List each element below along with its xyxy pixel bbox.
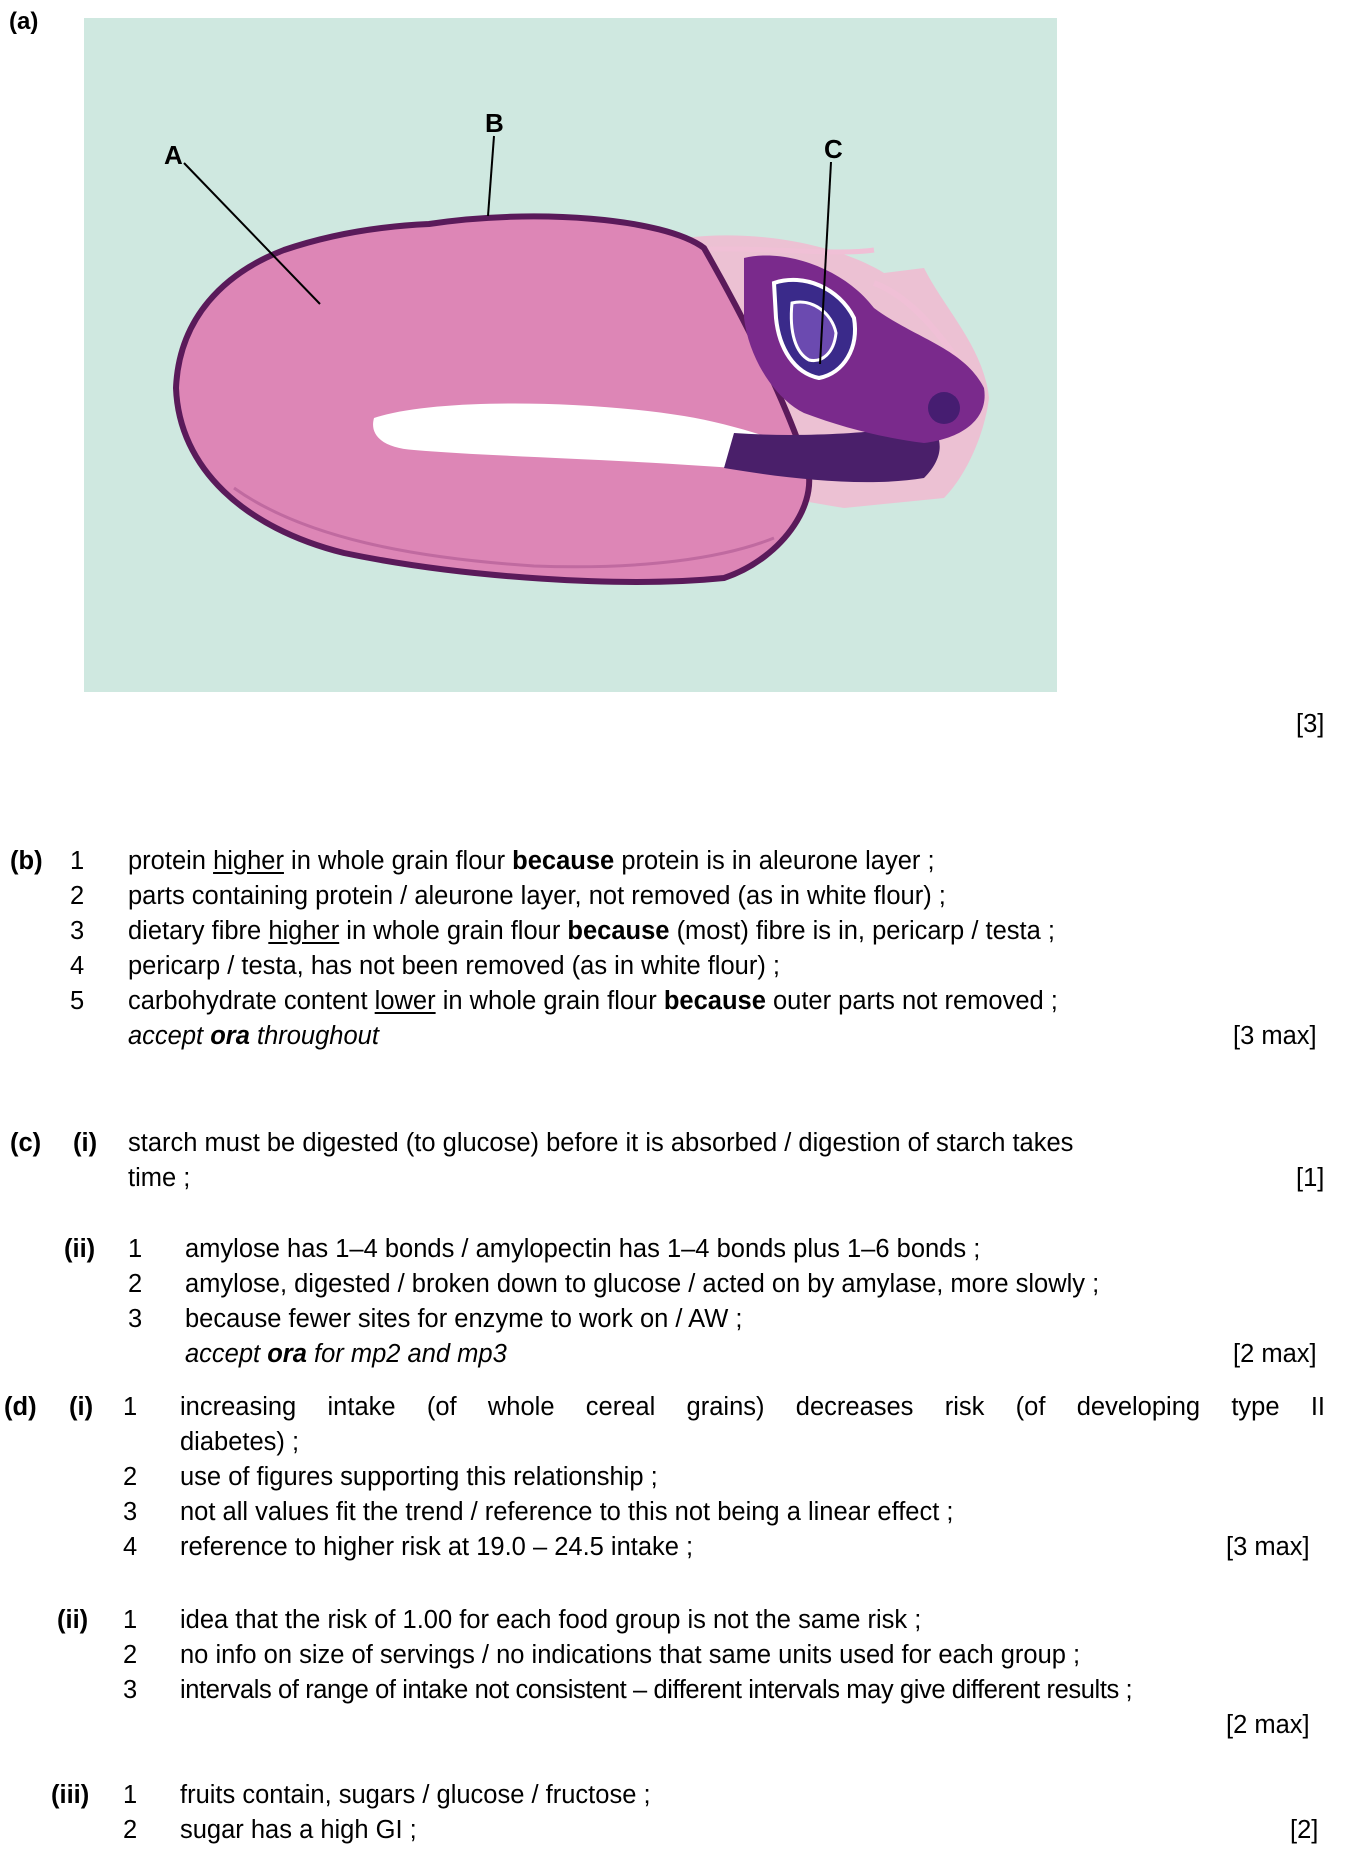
part-c-i-label: (i) <box>73 1129 98 1157</box>
mark-point-number: 4 <box>123 1533 138 1561</box>
endosperm <box>176 216 809 581</box>
mark-point-text: amylose has 1–4 bonds / amylopectin has 1–4 bonds plus 1–6 bonds ; <box>185 1235 981 1263</box>
part-a-label: (a) <box>9 8 39 35</box>
mark-point-number: 3 <box>128 1305 143 1333</box>
mark-point-text: fruits contain, sugars / glucose / fructose ; <box>180 1781 651 1809</box>
mark-point-number: 1 <box>123 1781 138 1809</box>
mark-point-text: intervals of range of intake not consistent – different intervals may give different results ; <box>180 1676 1133 1704</box>
mark-point-number: 3 <box>123 1498 138 1526</box>
part-a-marks: [3] <box>1296 710 1325 738</box>
examiner-note: accept ora for mp2 and mp3 <box>185 1340 507 1368</box>
part-d-iii-marks: [2] <box>1290 1816 1319 1844</box>
mark-point-text: protein higher in whole grain flour because protein is in aleurone layer ; <box>128 847 935 875</box>
mark-point-text: reference to higher risk at 19.0 – 24.5 intake ; <box>180 1533 694 1561</box>
part-d-label: (d) <box>4 1393 37 1421</box>
mark-point-text: diabetes) ; <box>180 1428 300 1456</box>
mark-point-number: 3 <box>70 917 85 945</box>
mark-point-text: sugar has a high GI ; <box>180 1816 417 1844</box>
mark-point-number: 1 <box>123 1606 138 1634</box>
mark-point-text: idea that the risk of 1.00 for each food group is not the same risk ; <box>180 1606 922 1634</box>
mark-point-number: 3 <box>123 1676 138 1704</box>
mark-point-number: 1 <box>128 1235 143 1263</box>
figure-label-b: B <box>485 108 504 138</box>
mark-point-number: 4 <box>70 952 85 980</box>
mark-point-text: increasing intake (of whole cereal grains) decreases risk (of developing type II <box>180 1393 1325 1421</box>
mark-point-text: dietary fibre higher in whole grain flour because (most) fibre is in, pericarp / testa ; <box>128 917 1055 945</box>
mark-point-number: 2 <box>70 882 85 910</box>
mark-point-text: no info on size of servings / no indications that same units used for each group ; <box>180 1641 1081 1669</box>
mark-point-number: 2 <box>123 1816 138 1844</box>
part-d-ii-marks: [2 max] <box>1226 1711 1310 1739</box>
radicle <box>928 392 960 424</box>
mark-point-text: starch must be digested (to glucose) before it is absorbed / digestion of starch takes <box>128 1129 1074 1157</box>
mark-point-number: 1 <box>123 1393 138 1421</box>
part-d-i-marks: [3 max] <box>1226 1533 1310 1561</box>
tissue-strand <box>684 249 874 252</box>
part-d-iii-label: (iii) <box>51 1781 90 1809</box>
mark-point-number: 2 <box>128 1270 143 1298</box>
mark-point-number: 2 <box>123 1641 138 1669</box>
mark-point-number: 1 <box>70 847 85 875</box>
figure-label-c: C <box>824 134 843 164</box>
mark-point-text: use of figures supporting this relationship ; <box>180 1463 658 1491</box>
figure-label-a: A <box>164 140 183 170</box>
mark-point-number: 5 <box>70 987 85 1015</box>
part-c-i-marks: [1] <box>1296 1164 1325 1192</box>
mark-point-number: 2 <box>123 1463 138 1491</box>
mark-point-text: parts containing protein / aleurone layer, not removed (as in white flour) ; <box>128 882 946 910</box>
mark-point-text: time ; <box>128 1164 191 1192</box>
grain-section-figure <box>84 18 1057 692</box>
part-c-label: (c) <box>10 1129 42 1157</box>
part-b-marks: [3 max] <box>1233 1022 1317 1050</box>
examiner-note: accept ora throughout <box>128 1022 379 1050</box>
mark-point-text: pericarp / testa, has not been removed (as in white flour) ; <box>128 952 780 980</box>
mark-point-text: not all values fit the trend / reference to this not being a linear effect ; <box>180 1498 954 1526</box>
mark-point-text: carbohydrate content lower in whole grain flour because outer parts not removed ; <box>128 987 1058 1015</box>
part-c-ii-label: (ii) <box>64 1235 96 1263</box>
mark-point-text: because fewer sites for enzyme to work on / AW ; <box>185 1305 743 1333</box>
part-d-i-label: (i) <box>69 1393 94 1421</box>
part-c-ii-marks: [2 max] <box>1233 1340 1317 1368</box>
part-d-ii-label: (ii) <box>57 1606 89 1634</box>
mark-point-text: amylose, digested / broken down to glucose / acted on by amylase, more slowly ; <box>185 1270 1100 1298</box>
part-b-label: (b) <box>10 847 43 875</box>
